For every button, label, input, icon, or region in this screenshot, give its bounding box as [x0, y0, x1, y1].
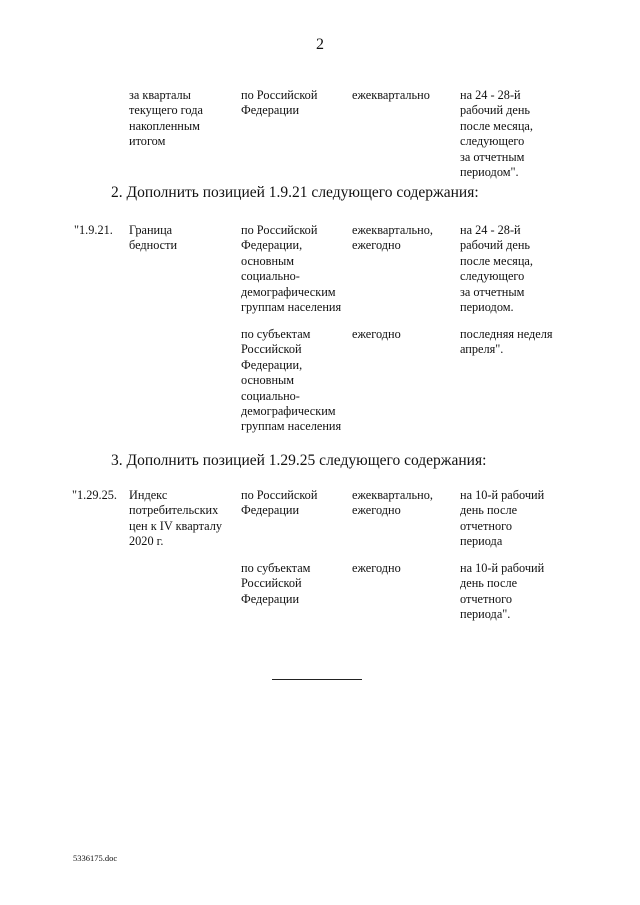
section-3-heading: 3. Дополнить позицией 1.29.25 следующего содержания: [111, 452, 487, 469]
periodicity-cell: ежегодно [352, 561, 401, 575]
deadline-cell: на 24 - 28-й рабочий день после месяца, следующего за отчетным периодом". [460, 88, 533, 180]
level-cell: по Российской Федерации, основным социально- демографическим группам населения [241, 223, 342, 315]
document-filename: 5336175.doc [73, 853, 118, 863]
level-cell: по субъектам Российской Федерации [241, 561, 311, 606]
deadline-cell: на 24 - 28-й рабочий день после месяца, следующего за отчетным периодом. [460, 223, 533, 315]
indicator-name-cell: за кварталы текущего года накопленным итогом [129, 88, 203, 149]
level-cell: по Российской Федерации [241, 488, 318, 518]
position-number: "1.29.25. [72, 488, 117, 502]
level-cell: по Российской Федерации [241, 88, 318, 118]
deadline-cell: последняя неделя апреля". [460, 327, 553, 357]
periodicity-cell: ежеквартально, ежегодно [352, 488, 433, 518]
deadline-cell: на 10-й рабочий день после отчетного периода [460, 488, 545, 549]
periodicity-cell: ежегодно [352, 327, 401, 341]
page-number: 2 [316, 36, 324, 53]
deadline-cell: на 10-й рабочий день после отчетного периода". [460, 561, 545, 622]
end-rule-divider [272, 679, 362, 680]
section-2-heading: 2. Дополнить позицией 1.9.21 следующего содержания: [111, 184, 479, 201]
position-number: "1.9.21. [74, 223, 113, 237]
periodicity-cell: ежеквартально [352, 88, 430, 102]
indicator-name-cell: Индекс потребительских цен к IV кварталу 2020 г. [129, 488, 223, 549]
periodicity-cell: ежеквартально, ежегодно [352, 223, 433, 253]
level-cell: по субъектам Российской Федерации, основным социально- демографическим группам населения [241, 327, 342, 434]
indicator-name-cell: Граница бедности [129, 223, 178, 253]
